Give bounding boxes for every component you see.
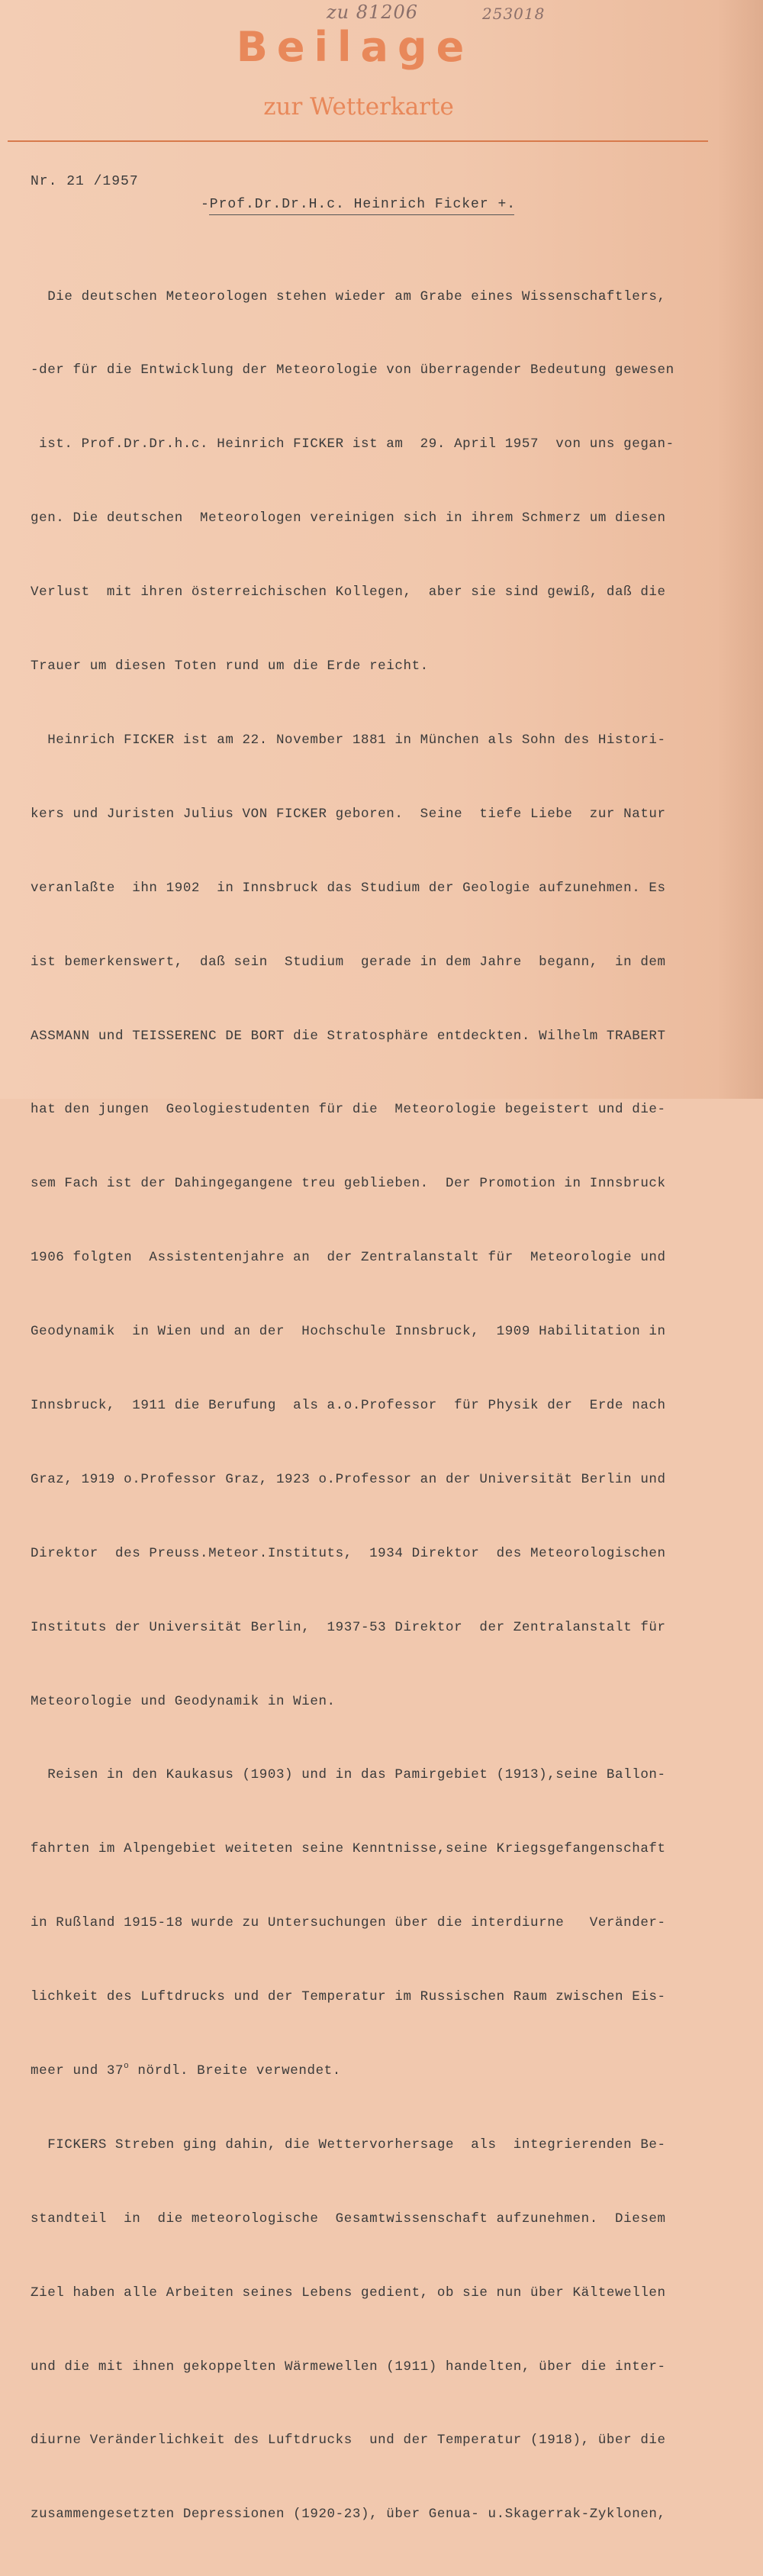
body-line: zusammengesetzten Depressionen (1920-23), über Genua- u.Skagerrak-Zyklonen,: [31, 2507, 666, 2523]
body-line: Trauer um diesen Toten rund um die Erde reicht.: [31, 658, 429, 675]
body-line: -der für die Entwicklung der Meteorologie von überragender Bedeutung gewesen: [31, 362, 674, 378]
body-line: und die mit ihnen gekoppelten Wärmewellen (1911) handelten, über die inter-: [31, 2359, 666, 2375]
masthead-subtitle: zur Wetterkarte: [263, 93, 454, 121]
body-line: hat den jungen Geologiestudenten für die Meteorologie begeistert und die-: [31, 1102, 666, 1118]
body-line-with-degree: [31, 2059, 702, 2083]
body-line: kers und Juristen Julius VON FICKER geboren. Seine tiefe Liebe zur Natur: [31, 806, 666, 822]
body-line: Reisen in den Kaukasus (1903) und in das Pamirgebiet (1913),seine Ballon-: [31, 1767, 666, 1783]
body-line: Meteorologie und Geodynamik in Wien.: [31, 1693, 336, 1709]
body-line: veranlaßte ihn 1902 in Innsbruck das Studium der Geologie aufzunehmen. Es: [31, 880, 666, 896]
body-line: in Rußland 1915-18 wurde zu Untersuchungen über die interdiurne Veränder-: [31, 1915, 666, 1931]
body-line: sem Fach ist der Dahingegangene treu geblieben. Der Promotion in Innsbruck: [31, 1176, 666, 1192]
body-line: Graz, 1919 o.Professor Graz, 1923 o.Professor an der Universität Berlin und: [31, 1471, 666, 1487]
handwritten-catalog-number: 253018: [482, 5, 546, 23]
masthead-title: Beilage: [236, 23, 474, 71]
body-line: gen. Die deutschen Meteorologen vereinigen sich in ihrem Schmerz um diesen: [31, 510, 666, 526]
masthead-divider: [8, 140, 708, 142]
body-line: ist. Prof.Dr.Dr.h.c. Heinrich FICKER ist am 29. April 1957 von uns gegan-: [31, 436, 674, 452]
issue-number: Nr. 21 /1957: [31, 174, 139, 189]
body-line: Heinrich FICKER ist am 22. November 1881 in München als Sohn des Histori-: [31, 732, 666, 748]
body-line: Verlust mit ihren österreichischen Kollegen, aber sie sind gewiß, daß die: [31, 584, 666, 601]
body-line-tail: nördl. Breite verwendet.: [129, 2062, 341, 2079]
body-line: 1906 folgten Assistentenjahre an der Zentralanstalt für Meteorologie und: [31, 1250, 666, 1266]
handwritten-archive-note: zu 81206: [327, 2, 419, 23]
body-line: lichkeit des Luftdrucks und der Temperatur im Russischen Raum zwischen Eis-: [31, 1989, 666, 2005]
degree-symbol: o: [124, 2061, 130, 2071]
body-line: Die deutschen Meteorologen stehen wieder am Grabe eines Wissenschaftlers,: [31, 288, 666, 304]
body-line: FICKERS Streben ging dahin, die Wettervorhersage als integrierenden Be-: [31, 2136, 666, 2153]
article-title-underline: [209, 214, 514, 215]
body-line: ist bemerkenswert, daß sein Studium gerade in dem Jahre begann, in dem: [31, 954, 666, 970]
body-line: Geodynamik in Wien und an der Hochschule Innsbruck, 1909 Habilitation in: [31, 1324, 666, 1340]
body-line: ASSMANN und TEISSERENC DE BORT die Stratosphäre entdeckten. Wilhelm TRABERT: [31, 1028, 666, 1044]
body-line: Instituts der Universität Berlin, 1937-53 Direktor der Zentralanstalt für: [31, 1619, 666, 1635]
body-line: fahrten im Alpengebiet weiteten seine Kenntnisse,seine Kriegsgefangenschaft: [31, 1841, 666, 1857]
article-title: -Prof.Dr.Dr.H.c. Heinrich Ficker +.: [201, 197, 517, 212]
page-edge-shadow: [717, 0, 763, 1099]
body-line: diurne Veränderlichkeit des Luftdrucks und der Temperatur (1918), über die: [31, 2433, 666, 2449]
body-line: Ziel haben alle Arbeiten seines Lebens gedient, ob sie nun über Kältewellen: [31, 2285, 666, 2301]
body-line: Direktor des Preuss.Meteor.Instituts, 1934 Direktor des Meteorologischen: [31, 1545, 666, 1561]
body-line: standteil in die meteorologische Gesamtwissenschaft aufzunehmen. Diesem: [31, 2211, 666, 2227]
body-line: Innsbruck, 1911 die Berufung als a.o.Professor für Physik der Erde nach: [31, 1397, 666, 1413]
article-body: [31, 235, 702, 2576]
body-line-head: meer und 37: [31, 2062, 124, 2079]
